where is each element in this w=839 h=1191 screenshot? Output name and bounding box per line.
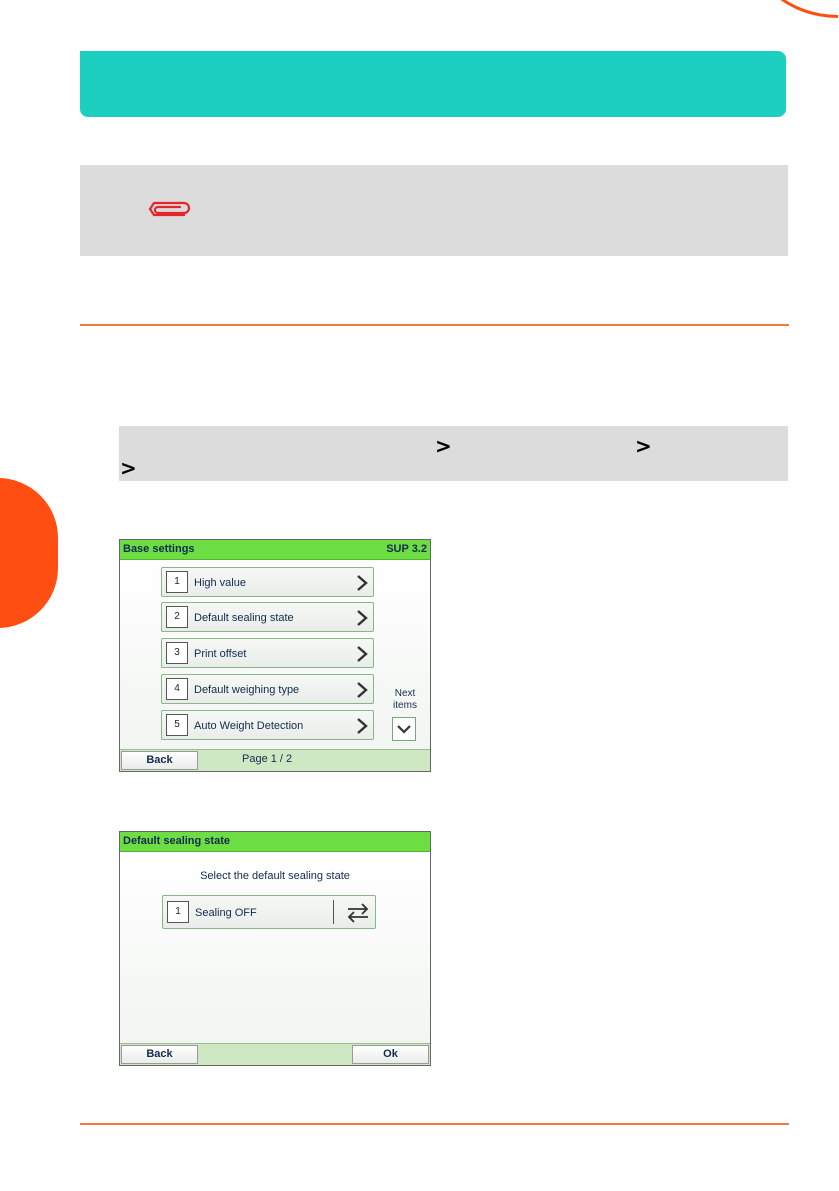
item-label: Default weighing type bbox=[194, 684, 300, 696]
back-button[interactable]: Back bbox=[121, 1045, 198, 1064]
next-items-label: Next items bbox=[393, 688, 417, 711]
default-sealing-state-screen bbox=[119, 831, 431, 1066]
chevron-right-icon bbox=[355, 718, 369, 734]
note-box bbox=[80, 165, 788, 256]
menu-item-default-weighing-type[interactable] bbox=[161, 674, 374, 704]
screen-footer bbox=[120, 1043, 430, 1065]
screen-header bbox=[120, 540, 430, 560]
menu-item-default-sealing-state[interactable] bbox=[161, 602, 374, 632]
back-button[interactable]: Back bbox=[121, 751, 198, 770]
item-number: 3 bbox=[166, 642, 188, 664]
menu-item-high-value[interactable] bbox=[161, 567, 374, 597]
paperclip-icon bbox=[146, 199, 190, 219]
menu-item-auto-weight-detection[interactable] bbox=[161, 710, 374, 740]
item-number: 4 bbox=[166, 678, 188, 700]
prompt-text: Select the default sealing state bbox=[200, 870, 350, 882]
item-label: Auto Weight Detection bbox=[194, 720, 304, 732]
ok-button[interactable]: Ok bbox=[352, 1045, 429, 1064]
swap-arrows-icon bbox=[346, 903, 370, 923]
screen-header bbox=[120, 832, 430, 852]
base-settings-screen bbox=[119, 539, 431, 772]
item-label: High value bbox=[194, 577, 246, 589]
screen-footer bbox=[120, 749, 430, 771]
chevron-down-icon bbox=[393, 718, 415, 740]
menu-path-bar bbox=[119, 426, 788, 481]
path-separator: > bbox=[120, 456, 137, 480]
next-items-button[interactable] bbox=[392, 717, 416, 741]
item-number: 2 bbox=[166, 606, 188, 628]
page-indicator: Page 1 / 2 bbox=[242, 753, 293, 765]
chevron-right-icon bbox=[355, 682, 369, 698]
item-label: Sealing OFF bbox=[195, 907, 257, 919]
path-separator: > bbox=[435, 434, 452, 458]
screen-title: Default sealing state bbox=[123, 835, 230, 847]
screen-code: SUP 3.2 bbox=[386, 543, 427, 555]
divider-bottom bbox=[80, 1123, 789, 1125]
chevron-right-icon bbox=[355, 575, 369, 591]
chapter-side-tab bbox=[0, 478, 58, 628]
section-banner bbox=[80, 51, 786, 117]
item-number: 1 bbox=[166, 571, 188, 593]
item-number: 1 bbox=[167, 901, 189, 923]
divider-top bbox=[80, 324, 789, 326]
item-number: 5 bbox=[166, 714, 188, 736]
sealing-toggle-option[interactable] bbox=[162, 895, 376, 929]
corner-decoration bbox=[748, 0, 838, 18]
item-label: Print offset bbox=[194, 648, 247, 660]
screen-title: Base settings bbox=[123, 543, 195, 555]
chevron-right-icon bbox=[355, 610, 369, 626]
menu-item-print-offset[interactable] bbox=[161, 638, 374, 668]
item-label: Default sealing state bbox=[194, 612, 294, 624]
chevron-right-icon bbox=[355, 646, 369, 662]
path-separator: > bbox=[635, 434, 652, 458]
